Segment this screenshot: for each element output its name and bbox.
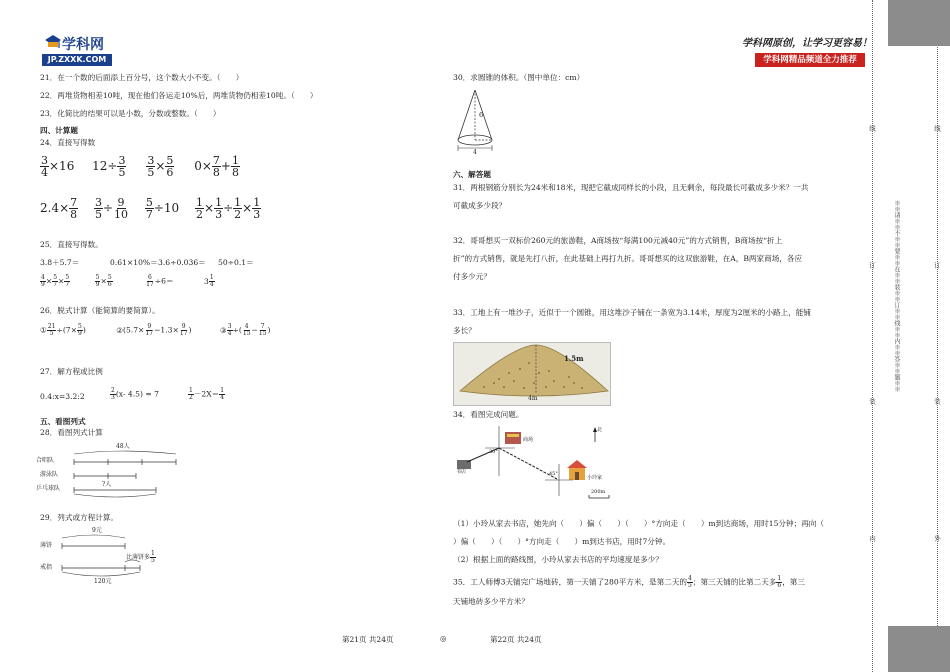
angle-30: 30° bbox=[489, 449, 498, 455]
question-33-line2: 多长？ bbox=[453, 326, 476, 335]
section-5-heading: 五、看图列式 bbox=[40, 417, 86, 426]
label-question: ?人 bbox=[102, 481, 112, 488]
equation-27-b: $\frac{2}{3}$ (x- 4.5) = 7 bbox=[111, 387, 159, 401]
page-number-right: 第22页 共24页 bbox=[490, 635, 542, 644]
margin-nei: 内 bbox=[868, 535, 876, 542]
cone-drawing bbox=[452, 86, 512, 156]
home-label: 小玲家 bbox=[587, 475, 603, 481]
question-25: 25．直接写得数。 bbox=[40, 240, 103, 249]
binding-dotted-line-1 bbox=[872, 0, 873, 672]
recommend-badge: 学科网精品频道全力推荐 bbox=[755, 53, 865, 67]
margin-ding-1: 订 bbox=[868, 262, 876, 269]
logo-url: JP.ZXXK.COM bbox=[42, 54, 112, 66]
logo-name: 学科网 bbox=[62, 37, 104, 53]
question-34-part1-line1: （1）小玲从家去书店，她先向（ ）偏（ ）（ ）°方向走（ ）m到达商场，用时15分钟；再向（ bbox=[453, 519, 824, 528]
row-label-choir: 合唱队 bbox=[36, 457, 55, 464]
margin-grey-top bbox=[888, 0, 950, 46]
cone-height: 6 bbox=[479, 111, 484, 119]
question-31-line1: 31．两根钢筋分别长为24米和18米，现把它截成同样长的小段，且无剩余，每段最长可截成多少米？一共 bbox=[453, 183, 809, 192]
margin-wai: 外 bbox=[933, 535, 941, 542]
question-35-line1: 35．工人师傅3天铺完广场地砖，第一天铺了280平方米，是第二天的 $\frac{4}{5}$ ；第三天铺的比第二天多 $\frac{1}{6}$ ，第三 bbox=[453, 575, 805, 589]
scale-label: 200m bbox=[591, 489, 606, 495]
expr-25-d: 50÷0.1＝ bbox=[218, 258, 254, 267]
section-4-heading: 四、计算题 bbox=[40, 126, 78, 135]
question-32-line2: 折”的方式销售，就是先打八折，在此基础上再打九折。哥哥想买的这双旅游鞋，在A，B两家商场，各应 bbox=[453, 254, 803, 263]
label-9yuan: 9元 bbox=[92, 527, 102, 534]
binding-dotted-line-2 bbox=[937, 0, 938, 672]
equation-27-a: 0.4:x=3.2:2 bbox=[40, 392, 85, 401]
equation-27-c: $\frac{1}{2}$ －2X＝ $\frac{1}{4}$ bbox=[189, 387, 225, 401]
label-48: 48人 bbox=[116, 443, 130, 450]
label-120yuan: 120元 bbox=[94, 578, 112, 585]
expr-26: ① $\frac{21}{5}$ ÷(7× $\frac{5}{9}$ ) ②(5.7× $\frac{9}{17}$ −1.3× $\frac{9}{17}$ ) ③ $\frac{3}{4}$ ÷( $\frac{4}{15}$ − $\frac{7}{15}$ ) bbox=[40, 323, 271, 337]
expr-25-c: 3.6÷0.036＝ bbox=[158, 258, 206, 267]
route-map bbox=[453, 424, 613, 506]
question-24: 24．直接写得数 bbox=[40, 138, 96, 147]
diagram-29-lines bbox=[40, 526, 180, 588]
sand-width: 4m bbox=[528, 395, 538, 402]
expr-25-row2: $\frac{4}{9}$ × $\frac{5}{7}$ × $\frac{5}{7}$ $\frac{5}{9}$ × $\frac{5}{6}$ $\frac{6}{17}$ ÷6＝ 3 $\frac{1}{4}$ bbox=[41, 274, 214, 288]
sand-pile-photo bbox=[453, 342, 611, 406]
expr-25-a: 3.8＋5.7＝ bbox=[40, 258, 80, 267]
diagram-29 bbox=[40, 526, 180, 588]
expr-24-row2: 2.4× $\frac{7}{8}$ $\frac{3}{5}$ ÷ $\frac{9}{10}$ $\frac{5}{7}$ ÷10 $\frac{1}{2}$ × $\frac{1}{3}$ ÷ $\frac{1}{2}$ × $\frac{1}{3}$ bbox=[40, 196, 261, 221]
footer-separator: ◎ bbox=[440, 634, 447, 643]
question-26: 26．脱式计算（能简算的要简算）。 bbox=[40, 306, 160, 315]
page-number-left: 第21页 共24页 bbox=[342, 635, 394, 644]
row-label-swim: 游泳队 bbox=[40, 471, 59, 478]
question-27: 27．解方程或比例 bbox=[40, 367, 103, 376]
margin-warning: ※※请※※不※※要※※在※※装※※订※※线※※内※※答※※题※※ bbox=[893, 200, 900, 392]
margin-ding-2: 订 bbox=[933, 262, 941, 269]
question-34-part2: （2）根据上面的路线图，小玲从家去书店的平均速度是多少？ bbox=[453, 555, 663, 564]
question-28: 28．看图列式计算 bbox=[40, 428, 103, 437]
logo-icon bbox=[44, 34, 62, 52]
margin-xian-1: 线 bbox=[868, 125, 876, 132]
margin-xian-2: 线 bbox=[933, 125, 941, 132]
expr-24-row1: $\frac{3}{4}$ ×16 12÷ $\frac{3}{5}$ $\frac{3}{5}$ × $\frac{5}{6}$ 0× $\frac{7}{8}$ + $\frac{1}{8}$ bbox=[41, 154, 239, 179]
question-32-line1: 32．哥哥想买一双标价260元的旅游鞋，A商场按“每满100元减40元”的方式销售，B商场按“折上 bbox=[453, 236, 783, 245]
angle-45: 45° bbox=[549, 471, 558, 477]
sand-height: 1.5m bbox=[564, 354, 584, 363]
question-34-part1-line2: ）偏（ ）（ ）°方向走（ ）m到达书店，用时7分钟。 bbox=[453, 537, 671, 546]
question-35-line2: 天铺地砖多少平方米？ bbox=[453, 597, 529, 606]
row-label-pancake: 薄饼 bbox=[40, 542, 53, 549]
margin-zhuang-1: 装 bbox=[868, 398, 876, 405]
route-map-drawing bbox=[453, 424, 613, 506]
question-30: 30．求圆锥的体积。（图中单位：cm） bbox=[453, 73, 585, 82]
mall-label: 商场 bbox=[523, 437, 534, 443]
slogan: 学科网原创，让学习更容易！ bbox=[742, 38, 872, 49]
section-6-heading: 六、解答题 bbox=[453, 170, 491, 179]
question-29: 29．列式或方程计算。 bbox=[40, 513, 119, 522]
question-32-line3: 付多少元？ bbox=[453, 272, 491, 281]
question-34: 34．看图完成问题。 bbox=[453, 410, 524, 419]
diagram-28-lines bbox=[36, 442, 186, 500]
question-21: 21．在一个数的后面添上百分号，这个数大小不变。（ ） bbox=[40, 73, 244, 82]
diagram-28 bbox=[36, 442, 186, 500]
cone-figure bbox=[452, 86, 512, 156]
question-22: 22．两堆货物相差10吨，现在他们各运走10%后，两堆货物仍相差10吨。（ ） bbox=[40, 91, 318, 100]
north-label: 北 bbox=[597, 427, 603, 433]
row-label-ring: 戒指 bbox=[40, 564, 53, 571]
note-more: 比薄饼多 $\frac{1}{5}$ bbox=[126, 550, 155, 564]
expr-25-b: 0.61×10%＝ bbox=[110, 258, 158, 267]
logo bbox=[42, 34, 114, 68]
question-33-line1: 33．工地上有一堆沙子，近似于一个圆锥，用这堆沙子铺在一条宽为3.14米，厚度为2厘米的小路上，能铺 bbox=[453, 308, 811, 317]
question-23: 23．化简比的结果可以是小数，分数或整数。（ ） bbox=[40, 109, 221, 118]
bookstore-label: 书店 bbox=[456, 469, 467, 475]
cone-width: 4 bbox=[473, 149, 477, 156]
margin-grey-bottom bbox=[888, 626, 950, 672]
margin-zhuang-2: 装 bbox=[933, 398, 941, 405]
row-label-pingpong: 乒乓球队 bbox=[36, 485, 61, 492]
question-31-line2: 可截成多少段？ bbox=[453, 201, 507, 210]
